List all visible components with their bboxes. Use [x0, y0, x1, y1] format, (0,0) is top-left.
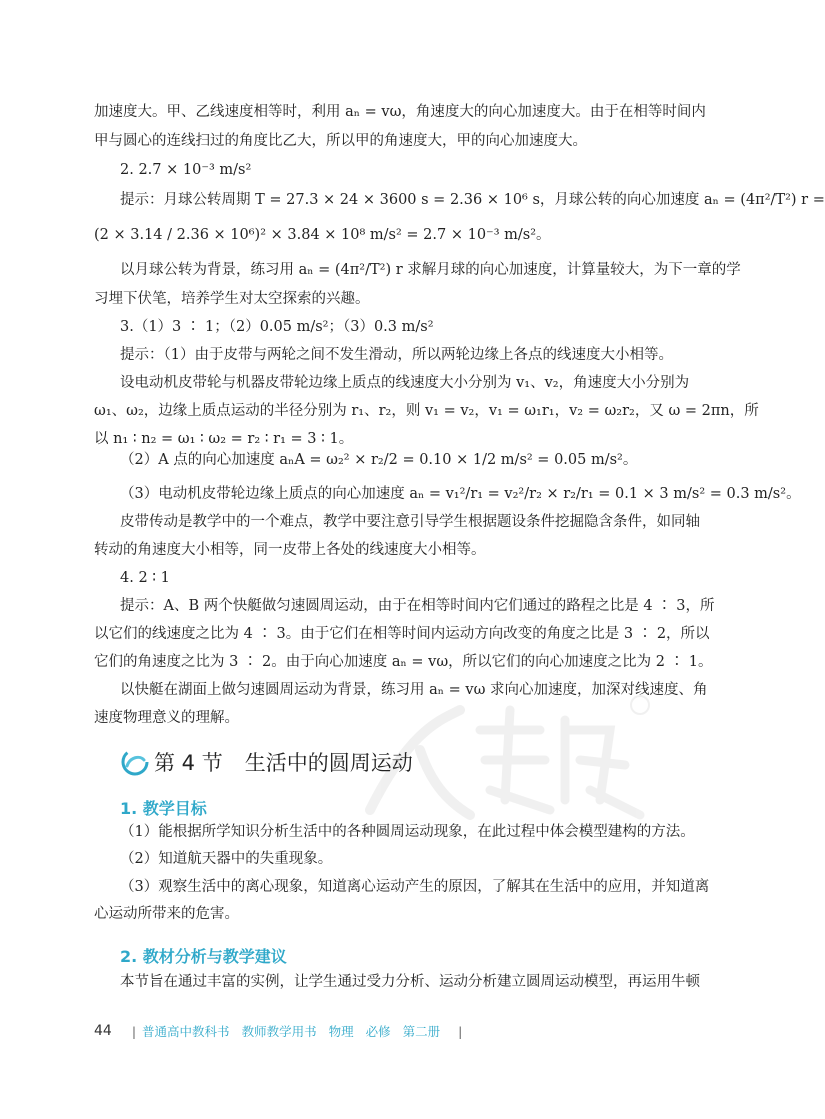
body-line: 速度物理意义的理解。 [94, 710, 239, 726]
page-number: 44 [94, 1023, 112, 1039]
page-footer [94, 1022, 468, 1040]
body-line: 转动的角速度大小相等，同一皮带上各处的线速度大小相等。 [94, 542, 486, 558]
body-line: 以它们的线速度之比为 4 ∶ 3。由于它们在相等时间内运动方向改变的角度之比是 3 ∶ 2，所以 [94, 626, 710, 642]
body-line: （3）电动机皮带轮边缘上质点的向心加速度 aₙ = v₁²/r₁ = v₂²/r₂ × r₂/r₁ = 0.1 × 3 m/s² = 0.3 m/s²。 [120, 486, 801, 502]
body-line: 提示：A、B 两个快艇做匀速圆周运动，由于在相等时间内它们通过的路程之比是 4 ∶ 3，所 [120, 598, 715, 614]
answer-heading: 2. 2.7 × 10⁻³ m/s² [120, 162, 252, 178]
body-line: 加速度大。甲、乙线速度相等时，利用 aₙ = vω，角速度大的向心加速度大。由于在相等时间内 [94, 104, 706, 120]
body-line: 它们的角速度之比为 3 ∶ 2。由于向心加速度 aₙ = vω，所以它们的向心加速度之比为 2 ∶ 1。 [94, 654, 713, 670]
subsection-heading: 2. 教材分析与教学建议 [120, 947, 287, 966]
objective-item: （2）知道航天器中的失重现象。 [120, 851, 333, 867]
objective-item: 心运动所带来的危害。 [94, 906, 239, 922]
section-number: 第 4 节 [154, 751, 223, 775]
footer-volume: 第二册 [402, 1024, 441, 1039]
body-line: 习埋下伏笔，培养学生对太空探索的兴趣。 [94, 291, 370, 307]
footer-divider: | [458, 1023, 463, 1039]
body-line: 以 n₁ ∶ n₂ = ω₁ ∶ ω₂ = r₂ ∶ r₁ = 3 ∶ 1。 [94, 431, 354, 447]
footer-divider: | [131, 1023, 137, 1039]
body-line: 设电动机皮带轮与机器皮带轮边缘上质点的线速度大小分别为 v₁、v₂，角速度大小分别为 [120, 375, 690, 391]
body-line: 提示：（1）由于皮带与两轮之间不发生滑动，所以两轮边缘上各点的线速度大小相等。 [120, 347, 673, 363]
body-line: 以月球公转为背景，练习用 aₙ = (4π²/T²) r 求解月球的向心加速度，计算量较大，为下一章的学 [120, 262, 741, 278]
body-line: ω₁、ω₂，边缘上质点运动的半径分别为 r₁、r₂，则 v₁ = v₂，v₁ = ω₁r₁，v₂ = ω₂r₂，又 ω = 2πn，所 [94, 403, 759, 419]
answer-heading: 4. 2 ∶ 1 [120, 570, 170, 586]
footer-usage: 教师教学用书 [241, 1024, 317, 1039]
body-line: 本节旨在通过丰富的实例，让学生通过受力分析、运动分析建立圆周运动模型，再运用牛顿 [120, 974, 700, 990]
body-line: 以快艇在湖面上做匀速圆周运动为背景，练习用 aₙ = vω 求向心加速度，加深对线速度、角 [120, 682, 708, 698]
body-line: 皮带传动是教学中的一个难点，教学中要注意引导学生根据题设条件挖掘隐含条件，如同轴 [120, 514, 700, 530]
section-title [120, 745, 413, 779]
body-line: (2 × 3.14 / 2.36 × 10⁶)² × 3.84 × 10⁸ m/s² = 2.7 × 10⁻³ m/s²。 [94, 227, 551, 243]
footer-subject: 物理 [328, 1024, 354, 1039]
body-line: 甲与圆心的连线扫过的角度比乙大，所以甲的角速度大，甲的向心加速度大。 [94, 133, 587, 149]
answer-heading: 3.（1）3 ∶ 1；（2）0.05 m/s²；（3）0.3 m/s² [120, 319, 434, 335]
objective-item: （1）能根据所学知识分析生活中的各种圆周运动现象，在此过程中体会模型建构的方法。 [120, 824, 695, 840]
section-swirl-icon [120, 747, 150, 777]
footer-type: 必修 [365, 1024, 391, 1039]
body-line: （2）A 点的向心加速度 aₙA = ω₂² × r₂/2 = 0.10 × 1/2 m/s² = 0.05 m/s²。 [120, 452, 638, 468]
section-name: 生活中的圆周运动 [244, 751, 413, 775]
footer-book: 普通高中教科书 [142, 1024, 230, 1039]
subsection-heading: 1. 教学目标 [120, 799, 207, 818]
objective-item: （3）观察生活中的离心现象，知道离心运动产生的原因，了解其在生活中的应用，并知道离 [120, 879, 710, 895]
body-line: 提示：月球公转周期 T = 27.3 × 24 × 3600 s = 2.36 × 10⁶ s，月球公转的向心加速度 aₙ = (4π²/T²) r = [120, 192, 825, 208]
